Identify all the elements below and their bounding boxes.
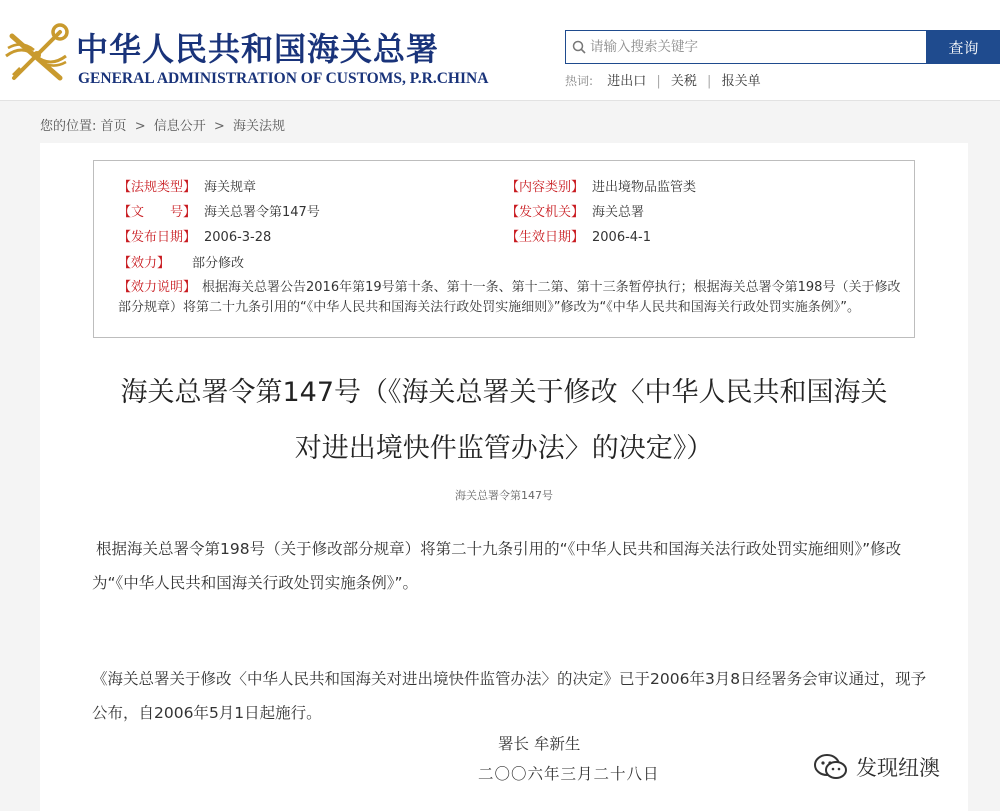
meta-validity	[118, 252, 244, 271]
meta-label: 【文 号】	[118, 205, 197, 220]
meta-value: 部分修改	[192, 256, 245, 271]
site-logo-chinese[interactable]: 中华人民共和国海关总署	[76, 30, 440, 68]
meta-label: 【法规类型】	[118, 180, 197, 195]
meta-effective-date	[506, 226, 651, 245]
meta-value: 进出境物品监管类	[592, 180, 697, 195]
breadcrumb	[40, 115, 285, 134]
customs-emblem-icon	[4, 22, 70, 88]
search-input[interactable]	[590, 35, 920, 59]
hot-word-separator: |	[656, 74, 661, 89]
document-sign-date: 二〇〇六年三月二十八日	[478, 765, 660, 783]
meta-value: 2006-3-28	[204, 230, 272, 245]
document-title	[40, 365, 968, 477]
hot-word-link[interactable]: 报关单	[721, 74, 761, 89]
breadcrumb-separator: >	[134, 119, 146, 134]
breadcrumb-customs-law[interactable]: 海关法规	[232, 119, 285, 134]
body-paragraph: 根据海关总署令第198号（关于修改部分规章）将第二十九条引用的“《中华人民共和国海关法行政处罚实施细则》”修改为“《中华人民共和国海关行政处罚实施条例》”。	[92, 540, 902, 592]
site-header	[0, 0, 1000, 101]
meta-law-type	[118, 176, 256, 195]
meta-value: 2006-4-1	[592, 230, 652, 245]
hot-word-separator: |	[707, 74, 712, 89]
meta-issuer	[506, 201, 644, 220]
hot-words-label: 热词:	[565, 74, 594, 88]
site-logo-english[interactable]: GENERAL ADMINISTRATION OF CUSTOMS, P.R.CHINA	[78, 70, 489, 87]
body-paragraph: 《海关总署关于修改〈中华人民共和国海关对进出境快件监管办法〉的决定》已于2006年3月8日经署务会审议通过，现予公布，自2006年5月1日起施行。	[92, 670, 927, 722]
wechat-watermark	[812, 752, 940, 782]
search-button[interactable]: 查询	[927, 30, 1000, 64]
meta-value: 海关总署令第147号	[204, 205, 320, 220]
meta-value: 海关规章	[204, 180, 257, 195]
article-panel	[40, 143, 968, 811]
meta-label: 【发文机关】	[506, 205, 585, 220]
meta-value: 海关总署	[592, 205, 645, 220]
hot-word-link[interactable]: 关税	[670, 74, 697, 89]
hot-words	[565, 70, 761, 89]
search-icon	[572, 40, 586, 54]
breadcrumb-info-public[interactable]: 信息公开	[153, 119, 206, 134]
breadcrumb-home[interactable]: 首页	[100, 119, 127, 134]
wechat-icon	[812, 752, 850, 782]
meta-doc-no	[118, 201, 320, 220]
hot-word-link[interactable]: 进出口	[607, 74, 647, 89]
breadcrumb-separator: >	[213, 119, 225, 134]
document-number: 海关总署令第147号	[455, 489, 553, 502]
meta-content-category	[506, 176, 696, 195]
document-title-line: 海关总署令第147号（《海关总署关于修改〈中华人民共和国海关	[120, 377, 888, 408]
meta-label: 【生效日期】	[506, 230, 585, 245]
meta-value: 根据海关总署公告2016年第19号第十条、第十一条、第十二第、第十三条暂停执行；根据海关总署令第198号（关于修改部分规章）将第二十九条引用的“《中华人民共和国海关法行政处罚实施细则》”修改为“《中华人民共和国海关行政处罚实施条例》”。	[118, 280, 901, 315]
meta-publish-date	[118, 226, 271, 245]
search-box	[565, 30, 927, 64]
meta-label: 【发布日期】	[118, 230, 197, 245]
regulation-meta-box	[93, 160, 915, 338]
meta-validity-description	[118, 278, 908, 318]
document-title-line: 对进出境快件监管办法〉的决定》）	[294, 433, 714, 464]
meta-label: 【效力】	[118, 256, 171, 271]
meta-label: 【效力说明】	[118, 280, 197, 295]
meta-label: 【内容类别】	[506, 180, 585, 195]
document-signer: 署长 牟新生	[498, 735, 581, 753]
breadcrumb-prefix: 您的位置:	[40, 119, 97, 134]
watermark-text: 发现纽澳	[856, 756, 940, 780]
